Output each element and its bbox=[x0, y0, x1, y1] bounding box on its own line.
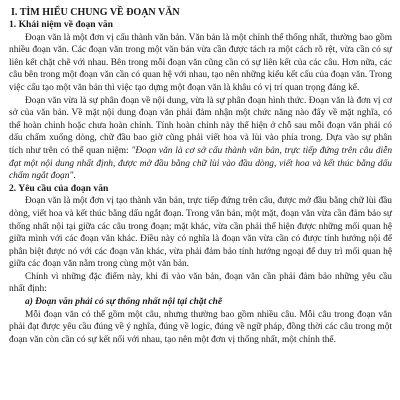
section-title-concept: 1. Khái niệm về đoạn văn bbox=[9, 19, 113, 30]
paragraph-concept-1: Đoạn văn là một đơn vị cấu thành văn bản. Văn bản là một chỉnh thể thống nhất, thường bao gồm nhiều đoạn văn. Các đoạn văn trong một văn bản vừa cần được tách ra một cách rõ rệt, vừa cần có sự liên kết chặt chẽ với nhau. Bên trong mỗi đoạn văn cũng cần có sự liên kết của các câu. Hơn nữa, các câu bên trong một đoạn văn cần có quan hệ với nhau, tạo nên những kiểu kết cấu của đoạn văn. Trong việc cấu tạo một văn bản thì việc tạo dựng một đoạn văn là khâu có vị trí quan trọng đáng kể. bbox=[9, 32, 392, 93]
paragraph-subsection-a: Mỗi đoạn văn có thể gồm một câu, nhưng thường bao gồm nhiều câu. Mỗi câu trong đoạn văn phải đạt được yêu cầu đúng về ý nghĩa, đúng về logic, đúng về ngữ pháp, đồng thời các câu trong một đoạn văn còn cần có sự kết nối với nhau, tạo nên một đơn vị thống nhất, một chỉnh thể. bbox=[9, 309, 392, 345]
subsection-title-a: a) Đoạn văn phải có sự thống nhất nội tại chặt chẽ bbox=[25, 297, 223, 308]
paragraph-requirements-2: Chính vì những đặc điểm này, khi đi vào văn bản, đoạn văn cần phải đảm bảo những yêu cầu nhất định: bbox=[9, 271, 392, 295]
paragraph-concept-2 bbox=[9, 95, 392, 183]
page-heading: I. TÌM HIỂU CHUNG VỀ ĐOẠN VĂN bbox=[11, 7, 180, 18]
paragraph-text-end: . bbox=[73, 171, 76, 182]
definition-quote: "Đoạn văn là cơ sở cấu thành văn bản, trực tiếp đứng trên câu diễn đạt một nội dung nhất định, được mở đầu bằng chữ lùi vào đầu dòng, viết hoa và kết thúc bằng dấu chấm ngắt đoạn" bbox=[9, 145, 393, 182]
paragraph-text: Đoạn văn vừa là sự phân đoạn về nội dung, vừa là sự phân đoạn hình thức. Đoạn văn là đơn vị cơ sở của văn bản. Về mặt nội dung đoạn văn phải đảm nhận một chức năng nào đấy về mặt nghĩa, có thể hoàn chỉnh hoặc chưa hoàn chỉnh. Tính hoàn chỉnh này thể hiện ở chỗ sau mỗi đoạn văn phải có dấu chấm xuống dòng, chữ đầu bao giờ cũng phải viết hoa và lùi vào phía trong. Dựa vào sự phân tích như trên có thể quan niệm: bbox=[9, 95, 392, 156]
paragraph-requirements-1: Đoạn văn là một đơn vị tạo thành văn bản, trực tiếp đứng trên câu, được mở đầu bằng chữ lùi đầu dòng, viết hoa và kết thúc bằng dấu ngắt đoạn. Trong văn bản, một mặt, đoạn văn vừa cần đảm bảo sự thống nhất nội tại giữa các câu trong đoạn; mặt khác, vừa cần phải thể hiện được những mối quan hệ giữa mình với các đoạn văn khác. Điều này có nghĩa là đoạn văn vừa cần có được tính hướng nội để phân biệt được nó với các đoạn văn khác, vừa phải đảm bảo tính hướng ngoại để duy trì mối quan hệ giữa các đoạn văn nằm trong cùng một văn bản. bbox=[9, 196, 392, 270]
document-page bbox=[9, 6, 392, 346]
section-title-requirements: 2. Yêu cầu của đoạn văn bbox=[9, 182, 109, 194]
